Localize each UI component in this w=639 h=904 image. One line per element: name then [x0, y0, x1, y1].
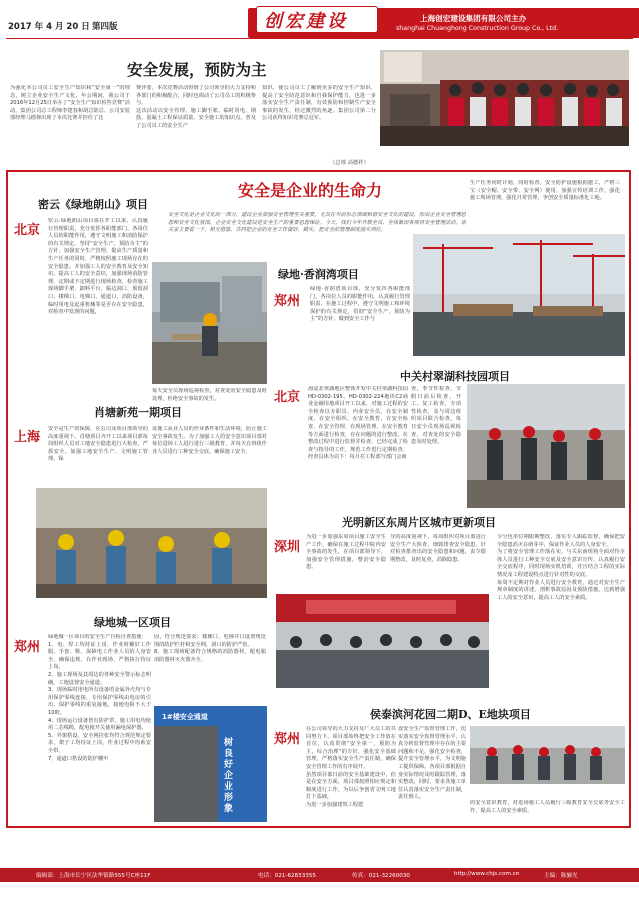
lead-col-3: 知识，使公司员工了解到更多的安全生产知识，提高了安全防范意识和自我保护能力，也进一步落实安全生产责任制，有效预防和控制生产安全事故的发生，经过激烈的角逐，集团公司第二分公司获得知识竞赛总冠军。 [262, 85, 376, 122]
safety-passage-banner-photo [154, 706, 267, 822]
xiangrun-photo [413, 234, 625, 356]
xiaoshu-col2: 证施工从业人员的作业条件和生活环境，防止施工安全事故发生。为了加强工人的安全意识项目部对每位进场工人进行进行三级教育，并每天在班组作业人员进行工种安全交底，确保施工安全。 [152, 426, 267, 455]
miyun-photo [152, 262, 267, 384]
footer-fax: 传真：021-32260030 [352, 873, 410, 879]
safety-banner-photo [154, 706, 267, 822]
feature-intro: 安全文化是企业文化的一部分，建设企业加强安全管理至关重要。尤其在当前形态领域和谐安全文化的建设，形成企业安全管理思想和安全文化氛围，企业安全文化建设是安全生产的重要思想保证。今天，我们今年开展全员、全体集团各项目安全管理活动。请关家主要看一下，相互借鉴，共同把企业的安全工作做好，做实，把安全的管理制度落实到位。 [168, 212, 466, 234]
feature-title: 安全是企业的生命力 [238, 181, 383, 200]
zgc-title: 中关村翠湖科技园项目 [400, 370, 510, 383]
houjiang-col2: 设安全生产监督管理工作，切实落实安全监督管理水平，认真分析监督管理中存在的主要问题和不足，强化安全检查，提升安全管理水平，为文明施工提供保障。各项目部根据自身实际情况及时跟踪管理，落实整改，同时，要求各施工单位认真落实安全生产责任制，责任到人。 [398, 726, 466, 801]
masthead [0, 0, 639, 42]
zgc-col2: 查，季节性检查，节假日前后检查，开工、复工检查，专项性检查，及与周边组织项目联合检查。每日安全员现场巡视检查，对查处的安全隐患及时处理。 [411, 386, 461, 446]
award-ceremony-photo [380, 50, 629, 146]
feature-right-top: 生产任务同时计划，同时检查。安全防护设施根据施工，严格三宝（安全帽、安全带、安全网）使用，加强宣传培训工作，强化施工现场管理，强化日常管理，争创安全质量标准化工地。 [470, 180, 620, 202]
footer-phone: 电话：021-62833355 [258, 873, 316, 879]
guangming-city: 深圳 [274, 540, 301, 555]
zgc-photo [467, 384, 625, 508]
xiaoshu-photo [36, 488, 267, 598]
xiangrun-city: 郑州 [274, 294, 301, 309]
safety-meeting-photo [276, 594, 489, 688]
xiaoshu-title: 肖塘新苑一期项目 [94, 406, 182, 419]
footer-chief: 主编：陈骊光 [544, 873, 578, 879]
guangming-photo [276, 594, 489, 688]
guangming-col2: 导的高度重视下，每周组织对项目部进行安全生产大检查，细致排查安全隐患，针对检查排查出的安全隐患和问题，责令限期整改，及时复查，消除隐患。 [390, 534, 486, 563]
guangming-col3: 令分包单位期限期整改，落实专人跟踪监督，确保把安全隐患消灭在萌芽中，保证作业人员的人身安全。 为了将安全管理工作落在实，与关东南组将全面对待全体人员进行工种安全交底及安全意识宣传，认真履行安全交底程序，同时现场实机培训，并且结合工程的实际情况及工程建设特点进行针对性的交底。 每周不定期对作业人员进行安全教育，通过对安全生产规章制度的讲述，剖析事故原因及预防措施，达到增强工人的安全意识，提高工人的安全素质。 [497, 534, 625, 601]
lead-col-2: 赛评委。本次竞赛活动得到了公司领导的大力支持和各部门的积极配合，同时也调动了公司员工的积极参与。 这次活动以安全管理、施工脚手架、临时用电、钢筋、混凝土工程保证质量、安全施工的知识点，普及了公司员工的安全生产 [136, 85, 256, 129]
issue-date: 2017 年 4 月 20 日 [8, 22, 90, 32]
edition-label: 第四版 [92, 22, 118, 32]
worker-training-photo [36, 488, 267, 598]
miyun-bottom: 每天安全员现场巡视检查，对查处的安全隐患及时处理，杜绝安全事故的发生。 [152, 388, 267, 402]
lvdicheng-text: 绿地城一区项目的安全生产自检自查措施： 1、电、焊工均持证上岗，作业时戴好工作服、手套、鞋，保障电工作业人员的人身安全，确保违规、在作业现场，严格执行持证上岗。 2、施工现场及其周边的各种安全警示标志明确，工地设置安全通道。 3、现场临时用电所有设备的金属外壳均与专用保护零线连接，专用保护零线由电房的引出，保护零线的重复接地，接地电阻不大于10欧。 4、现场运行设备皆有防护罩，施工用电均使用二芯线缆，配电箱开关使用漏电保护器。 5、外架搭设、安全网挂张均符合规范规定要求，架子工均持证上岗，作业过程中均系安全带。 7、通道口搭设的防护棚牢 [48, 634, 151, 762]
zgc-text: 海淀北翠湖地区整体开发中关村翠湖科技园HD-0302-195、HD-0302-224地块C2商业金融用地项目开工以来，对施工过程的安全检查以专职员、内业安全员，在安全制度、在安全组织、在安全教育、在安全检查、在安全管理、在现场管理、在安全教育等方面进行检查，存在问题的进行整改，在整改过程中进行监督并检查，已经完成了检查与指导的工作，规范工作进行定期检查、经查具体为以下：每月在工程部与部门会商 [308, 386, 408, 461]
miyun-text: 密云·绿地朗山项目部在开工以来，认真履行管理职责，充分发挥各职能部门、各岗位人员的职能作用，遵守文明施工和消防保护的有关规定，坚持“安全生产，预防为主”的方针，加强安全生产管理，提高生产质量和生产任务的同时，严格按照施工现场存在的安全隐患，并加强工人的安全教育及安全知识，提高工人的安全意识，加强现场消防管理，定期或不定期进行现场检查，检查施工现场脚手架、卸料平台、临边洞口、预留洞口、楼梯口、电梯口，通道口、消防设备，临时用电及起重机械等是否存在安全隐患，对检查中发现的问题， [48, 218, 148, 316]
lead-col-1: 为强化本公司员工安全生产知识和“安全第一”的理念，树立企业安全生产文化，年会期间，我公司于2016年12月25日举办了“安全生产知识检答竞赛”活动。集团公司总工程师李建春和胡总陆总、公司安装部经理马德禅出席了本次比赛并担任了比 [10, 85, 130, 122]
houjiang-col1: 在公司领导的大力支持及广大员工的共同努力下，项目部始终把安全工作放在首位，认真贯彻“安全第一，预防为主，综合治理”的方针，强化安全基础管理，严格落实安全生产责任制，确保安全管理工作的有序展开。 虽然项目部日前的安全基础建设中，但是在安全方面，项目部按照相应规定和制度进行工作，为以后争创省文明工地打下基础。 为进一步加强建筑工程建 [306, 726, 396, 808]
masthead-rule [6, 38, 633, 39]
lvdicheng-title: 绿地城一区项目 [94, 616, 171, 629]
miyun-city: 北京 [14, 223, 41, 238]
tower-crane-site-photo [413, 234, 625, 356]
safety-inspection-photo [467, 384, 625, 508]
logo-text: 创宏建设 [264, 11, 348, 32]
banner-line-2: 树良好企业形象 [224, 738, 234, 814]
xiaoshu-city: 上海 [14, 430, 41, 445]
publisher-cn: 上海创宏建设集团有限公司主办 [420, 14, 527, 23]
lvdicheng-col2: 固，符合规范要求；楼梯口、电梯井口设置规范围的防护栏杆和安全网，洞口的防护严密。 8、施工现场配备符合规格的消防器材，配电箱消防器材灭火器齐全。 [154, 634, 266, 663]
zgc-city: 北京 [274, 390, 301, 405]
footer-web[interactable]: http://www.chjs.com.cn [454, 871, 520, 877]
publisher-en: shanghai Chuanghong Construction Group Co., Ltd. [396, 25, 559, 32]
houjiang-photo [470, 726, 625, 784]
houjiang-title: 侯泰滨河花园二期D、E地块项目 [370, 708, 531, 721]
lead-author: （总部 高德祥） [330, 160, 369, 166]
miyun-title: 密云《绿地朗山》项目 [38, 198, 148, 211]
footer-editor: 编辑部：上海市长宁区法华镇路555号C座11F [36, 873, 151, 879]
lvdicheng-city: 郑州 [14, 640, 41, 655]
banner-line-1: 1#楼安全通道 [162, 713, 208, 721]
construction-team-photo [470, 726, 625, 784]
xiangrun-title: 绿地·香润湾项目 [278, 268, 359, 281]
lead-photo [380, 50, 629, 146]
houjiang-city: 郑州 [274, 732, 301, 747]
xiangrun-text: 绿地·香润湾项目部，充分发挥各职能部门、各岗位人员的职能作用，认真履行管理职责，在施工过程中，遵守文明施工和环境保护的有关规定，贯彻“安全生产，预防为主”的方针，做到安全工作与 [310, 286, 410, 323]
houjiang-col3: 的安全意识教育，对进场施工人员履行三级教育安全交底等安全工作，提高工人的安全素质。 [470, 800, 625, 814]
xiaoshu-text: 安全是生产的保障，在公司及项目部领导的高度重视下，肖塘项目齐开工以来项目部每周组织人员对工地安全隐患进行大检查，严抓安全，加强工地安全生产、文明施工管理，保 [48, 426, 148, 463]
guangming-title: 光明新区东周片区城市更新项目 [342, 516, 496, 529]
guangming-col1: 为进一步加强东周项目施工安全生产工作，确保在施工过程中院内安全事故的发生，在项目部领导下，加强安全管理措施，整治安全隐患。 [306, 534, 386, 571]
construction-worker-photo [152, 262, 267, 384]
lead-title: 安全发展，预防为主 [127, 60, 267, 79]
